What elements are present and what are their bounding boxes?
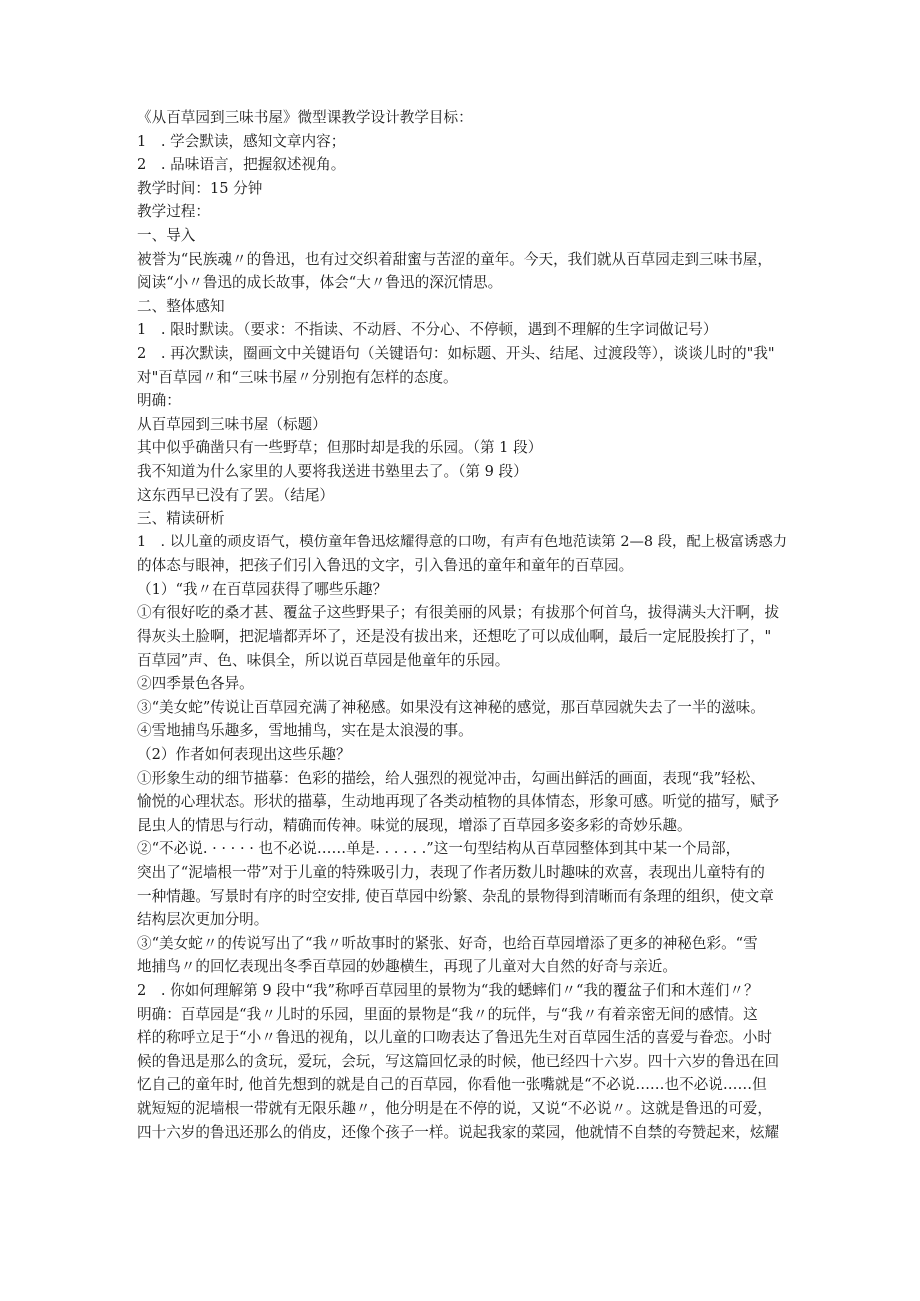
paragraph-line: 昆虫人的情思与行动，精确而传神。味觉的展现，增添了百草园多姿多彩的奇妙乐趣。 [137,816,692,834]
paragraph-line: 的体态与眼神，把孩子们引入鲁迅的文字，引入鲁迅的童年和童年的百草园。 [137,557,634,575]
paragraph-line: 候的鲁迅是那么的贪玩，爱玩，会玩，写这篇回忆录的时候，他已经四十六岁。四十六岁的鲁迅在回 [137,1052,780,1070]
doc-title: 《从百草园到三味书屋》微型课教学设计教学目标： [137,109,473,126]
paragraph-line: ②“不必说. · · · · · 也不必说……单是. . . . . .”这一句型结构从百草园整体到其中某一个局部， [137,840,741,858]
paragraph-line: 这东西早已没有了罢。（结尾） [137,486,335,504]
teaching-time: 教学时间：15 分钟 [137,179,263,197]
paragraph-line: 1 . 限时默读。（要求：不指读、不动唇、不分心、不停顿，遇到不理解的生字词做记号） [137,321,718,339]
paragraph-line: 对"百草园〃和“三味书屋〃分别抱有怎样的态度。 [137,368,458,386]
section-heading-close-reading: 三、精读研析 [137,510,225,528]
paragraph-line: 阅读“小〃鲁迅的成长故事，体会“大〃鲁迅的深沉情思。 [137,274,503,292]
paragraph-line: 百草园”声、色、味俱全，所以说百草园是他童年的乐园。 [137,651,510,669]
section-heading-intro: 一、导入 [137,226,196,244]
label-mingque: 明确： [137,392,181,410]
objective-1: 1 . 学会默读，感知文章内容； [137,132,346,150]
paragraph-line: ①形象生动的细节描摹：色彩的描绘，给人强烈的视觉冲击，勾画出鲜活的画面，表现“我”轻松、 [137,769,765,787]
paragraph-line: 一种情趣。写景时有序的时空安排, 使百草园中纷繁、杂乱的景物得到清晰而有条理的组织，使文章 [137,887,774,905]
paragraph-line: 1 . 以儿童的顽皮语气，模仿童年鲁迅炫耀得意的口吻，有声有色地范读第 2—8 段，配上极富诱惑力 [137,533,788,550]
teaching-process-heading: 教学过程： [137,203,210,221]
paragraph-line: 地捕鸟〃的回忆表现出冬季百草园的妙趣横生，再现了儿童对大自然的好奇与亲近。 [137,958,677,976]
paragraph-line: 2 . 再次默读，圈画文中关键语句（关键语句：如标题、开头、结尾、过渡段等），谈谈儿时的"我" [137,344,775,362]
question-line: （1）“我〃在百草园获得了哪些乐趣？ [137,580,388,598]
section-heading-overview: 二、整体感知 [137,297,225,315]
paragraph-line: 被誉为“民族魂〃的鲁迅，也有过交织着甜蜜与苦涩的童年。今天，我们就从百草园走到三味书屋， [137,250,772,268]
paragraph-line: ③“美女蛇〃的传说写出了“我〃听故事时的紧张、好奇，也给百草园增添了更多的神秘色彩。“雪 [137,934,758,952]
paragraph-line: ③“美女蛇”传说让百草园充满了神秘感。如果没有这神秘的感觉，那百草园就失去了一半的滋味。 [137,698,765,716]
paragraph-line: 从百草园到三味书屋（标题） [137,415,327,433]
question-line: （2）作者如何表现出这些乐趣？ [137,746,351,764]
paragraph-line: ②四季景色各异。 [137,675,254,693]
paragraph-line: ①有很好吃的桑才甚、覆盆子这些野果子；有很美丽的风景；有拔那个何首乌，拔得满头大汗啊，拔 [137,604,780,622]
paragraph-line: 样的称呼立足于“小〃鲁迅的视角，以儿童的口吻表达了鲁迅先生对百草园生活的喜爱与眷恋。小时 [137,1029,772,1047]
paragraph-line: 我不知道为什么家里的人要将我送进书塾里去了。（第 9 段） [137,462,528,480]
paragraph-line: 其中似乎确凿只有一些野草；但那时却是我的乐园。（第 1 段） [137,439,543,457]
paragraph-line: 明确：百草园是“我〃儿时的乐园，里面的景物是“我〃的玩伴，与“我〃有着亲密无间的感情。这 [137,1005,758,1023]
paragraph-line: 突出了“泥墙根一带”对于儿童的特殊吸引力，表现了作者历数儿时趣味的欢喜，表现出儿童特有的 [137,864,765,881]
paragraph-line: 四十六岁的鲁迅还那么的俏皮，还像个孩子一样。说起我家的菜园，他就情不自禁的夸赞起来，炫耀 [137,1123,780,1141]
paragraph-line: 结构层次更加分明。 [137,911,269,929]
document-page [137,106,792,1144]
paragraph-line: 忆自己的童年时, 他首先想到的就是自己的百草园，你看他一张嘴就是“不必说……也不必说……但 [137,1076,767,1094]
paragraph-line: 愉悦的心理状态。形状的描摹，生动地再现了各类动植物的具体情态，形象可感。听觉的描写，赋予 [137,793,780,811]
paragraph-line: 得灰头土脸啊，把泥墙都弄坏了，还是没有拔出来，还想吃了可以成仙啊，最后一定屁股挨打了，" [137,628,772,646]
paragraph-line: 2 . 你如何理解第 9 段中“我”称呼百草园里的景物为“我的蟋蟀们〃“我的覆盆子们和木莲们〃？ [137,981,759,999]
paragraph-line: ④雪地捕鸟乐趣多，雪地捕鸟，实在是太浪漫的事。 [137,722,473,740]
objective-2: 2 . 品味语言，把握叙述视角。 [137,156,346,174]
paragraph-line: 就短短的泥墙根一带就有无限乐趣〃，他分明是在不停的说，又说“不必说〃。这就是鲁迅的可爱， [137,1099,772,1117]
